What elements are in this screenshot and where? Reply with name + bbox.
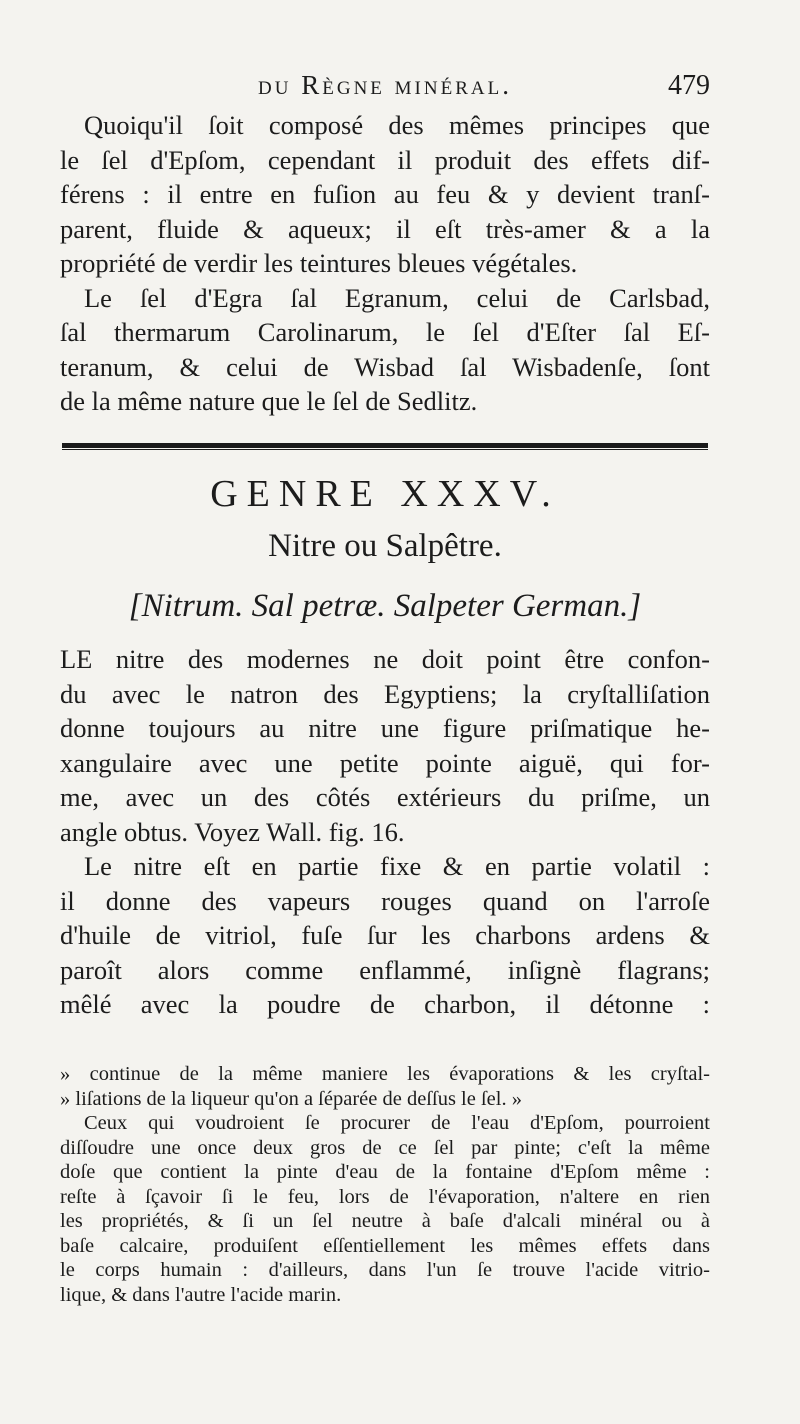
footnote-line: » liſations de la liqueur qu'on a ſéparée de deſſus le ſel. »: [60, 1087, 522, 1110]
footnote: [60, 1062, 710, 1307]
footnote-line: reſte à ſçavoir ſi le feu, lors de l'évaporation, n'altere en rien: [60, 1185, 710, 1208]
text-line: d'huile de vitriol, fuſe ſur les charbons ardens &: [60, 920, 710, 950]
text-line: me, avec un des côtés extérieurs du priſme, un: [60, 782, 710, 812]
latin-names: [Nitrum. Sal petræ. Salpeter German.]: [128, 588, 642, 624]
text-line: teranum, & celui de Wisbad ſal Wisbadenſe, ſont: [60, 351, 710, 382]
text-line: paroît alors comme enflammé, inſignè flagrans;: [60, 954, 710, 985]
genre-heading: GENRE XXXV.: [210, 473, 560, 515]
text-line: le ſel d'Epſom, cependant il produit des effets dif-: [60, 144, 710, 175]
genre-subtitle: Nitre ou Salpêtre.: [268, 528, 502, 564]
running-title: du Règne minéral.: [258, 70, 512, 100]
section-divider: [62, 443, 708, 450]
paragraph-nitre: [60, 642, 710, 1022]
text-line: propriété de verdir les teintures bleues végétales.: [60, 248, 578, 278]
text-line: Le ſel d'Egra ſal Egranum, celui de Carlsbad,: [84, 282, 710, 313]
page-header: [60, 70, 710, 110]
text-line: angle obtus. Voyez Wall. fig. 16.: [60, 816, 405, 847]
footnote-line: diſſoudre une once deux gros de ce ſel par pinte; c'eſt la même: [60, 1136, 710, 1159]
text-line: LE nitre des modernes ne doit point être confon-: [60, 644, 710, 674]
footnote-line: doſe que contient la pinte d'eau de la fontaine d'Epſom même :: [60, 1161, 710, 1183]
text-line: xangulaire avec une petite pointe aiguë, qui for-: [60, 747, 710, 778]
text-line: parent, fluide & aqueux; il eſt très-amer & a la: [60, 213, 710, 244]
footnote-line: les propriétés, & ſi un ſel neutre à baſe d'alcali minéral ou à: [60, 1210, 710, 1232]
footnote-line: lique, & dans l'autre l'acide marin.: [60, 1283, 342, 1306]
text-line: du avec le natron des Egyptiens; la cryſtalliſation: [60, 678, 710, 709]
text-line: Le nitre eſt en partie fixe & en partie volatil :: [84, 851, 710, 881]
paragraph-salts: [60, 108, 710, 419]
text-line: Quoiqu'il ſoit composé des mêmes principes que: [84, 110, 710, 140]
footnote-line: » continue de la même maniere les évaporations & les cryſtal-: [60, 1063, 710, 1085]
text-line: ſal thermarum Carolinarum, le ſel d'Eſter ſal Eſ-: [60, 317, 710, 347]
footnote-line: baſe calcaire, produiſent eſſentiellement les mêmes effets dans: [60, 1234, 710, 1257]
page-number: 479: [668, 70, 710, 101]
footnote-line: le corps humain : d'ailleurs, dans l'un ſe trouve l'acide vitrio-: [60, 1259, 710, 1281]
text-line: il donne des vapeurs rouges quand on l'arroſe: [60, 885, 710, 916]
text-line: de la même nature que le ſel de Sedlitz.: [60, 386, 478, 416]
text-line: donne toujours au nitre une figure priſmatique he-: [60, 713, 710, 743]
text-line: férens : il entre en fuſion au feu & y devient tranſ-: [60, 179, 710, 209]
text-line: mêlé avec la poudre de charbon, il détonne :: [60, 989, 710, 1019]
footnote-line: Ceux qui voudroient ſe procurer de l'eau d'Epſom, pourroient: [84, 1112, 710, 1134]
